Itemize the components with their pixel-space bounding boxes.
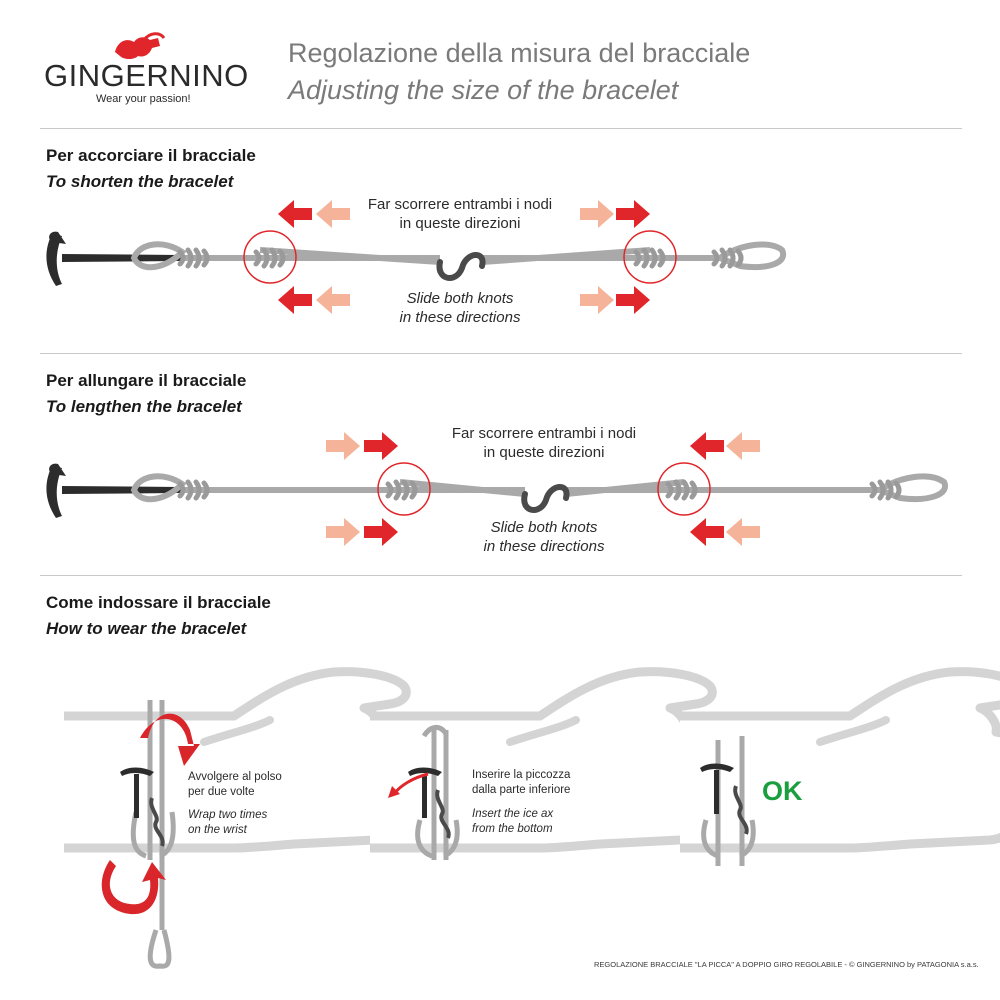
caption-bottom-line-1: Slide both knots [406, 290, 514, 307]
arrow-icon [316, 286, 350, 314]
brand-wordmark: GINGERNINO [44, 58, 249, 93]
section-title-it: Per accorciare il bracciale [46, 146, 256, 165]
step1-en-line-1: Wrap two times [188, 809, 268, 821]
brand-tagline: Wear your passion! [96, 93, 191, 105]
caption-top-line-2: in queste direzioni [483, 444, 605, 461]
section-title-it: Per allungare il bracciale [46, 371, 247, 390]
caption-bottom-line-2: in these directions [483, 538, 605, 555]
arrow-icon [278, 200, 312, 228]
arrow-icon [616, 286, 650, 314]
arrow-icon [326, 518, 360, 546]
arrow-icon [364, 432, 398, 460]
ok-label: OK [762, 776, 803, 806]
ice-axe-icon [46, 232, 184, 286]
arrow-icon [580, 286, 614, 314]
ice-axe-icon [46, 464, 184, 518]
section-title-it: Come indossare il bracciale [46, 593, 271, 612]
section-title-en: To lengthen the bracelet [46, 397, 242, 416]
footer-copyright: REGOLAZIONE BRACCIALE "LA PICCA" A DOPPIO GIRO REGOLABILE - © GINGERNINO by PATAGONIA s.a.s. [594, 960, 979, 969]
hand-icon [680, 672, 1000, 848]
divider [40, 128, 962, 129]
step2-it-line-1: Inserire la piccozza [472, 769, 571, 781]
arrow-icon [690, 432, 724, 460]
arrow-icon [278, 286, 312, 314]
arrow-icon [326, 432, 360, 460]
arrow-icon [580, 200, 614, 228]
page-title-it: Regolazione della misura del bracciale [288, 38, 751, 68]
step2-it-line-2: dalla parte inferiore [472, 784, 571, 796]
step2-en-line-1: Insert the ice ax [472, 808, 554, 820]
caption-top-line-2: in queste direzioni [399, 215, 521, 232]
arrow-icon [690, 518, 724, 546]
caption-bottom-line-1: Slide both knots [490, 519, 598, 536]
arrow-icon [616, 200, 650, 228]
arrow-icon [726, 518, 760, 546]
step1-it-line-2: per due volte [188, 786, 255, 798]
divider [40, 575, 962, 576]
caption-top-line-1: Far scorrere entrambi i nodi [367, 196, 553, 213]
step2-en-line-2: from the bottom [472, 823, 553, 835]
rotate-arrow-icon [102, 860, 166, 914]
dog-logo-icon [115, 34, 164, 59]
arrow-icon [364, 518, 398, 546]
caption-bottom-line-2: in these directions [399, 309, 521, 326]
section-title-en: How to wear the bracelet [46, 619, 247, 638]
arrow-icon [726, 432, 760, 460]
step1-en-line-2: on the wrist [188, 824, 247, 836]
arrow-icon [316, 200, 350, 228]
page-title-en: Adjusting the size of the bracelet [288, 75, 679, 105]
divider [40, 353, 962, 354]
step1-it-line-1: Avvolgere al polso [188, 771, 282, 783]
caption-top-line-1: Far scorrere entrambi i nodi [451, 425, 637, 442]
section-title-en: To shorten the bracelet [46, 172, 234, 191]
